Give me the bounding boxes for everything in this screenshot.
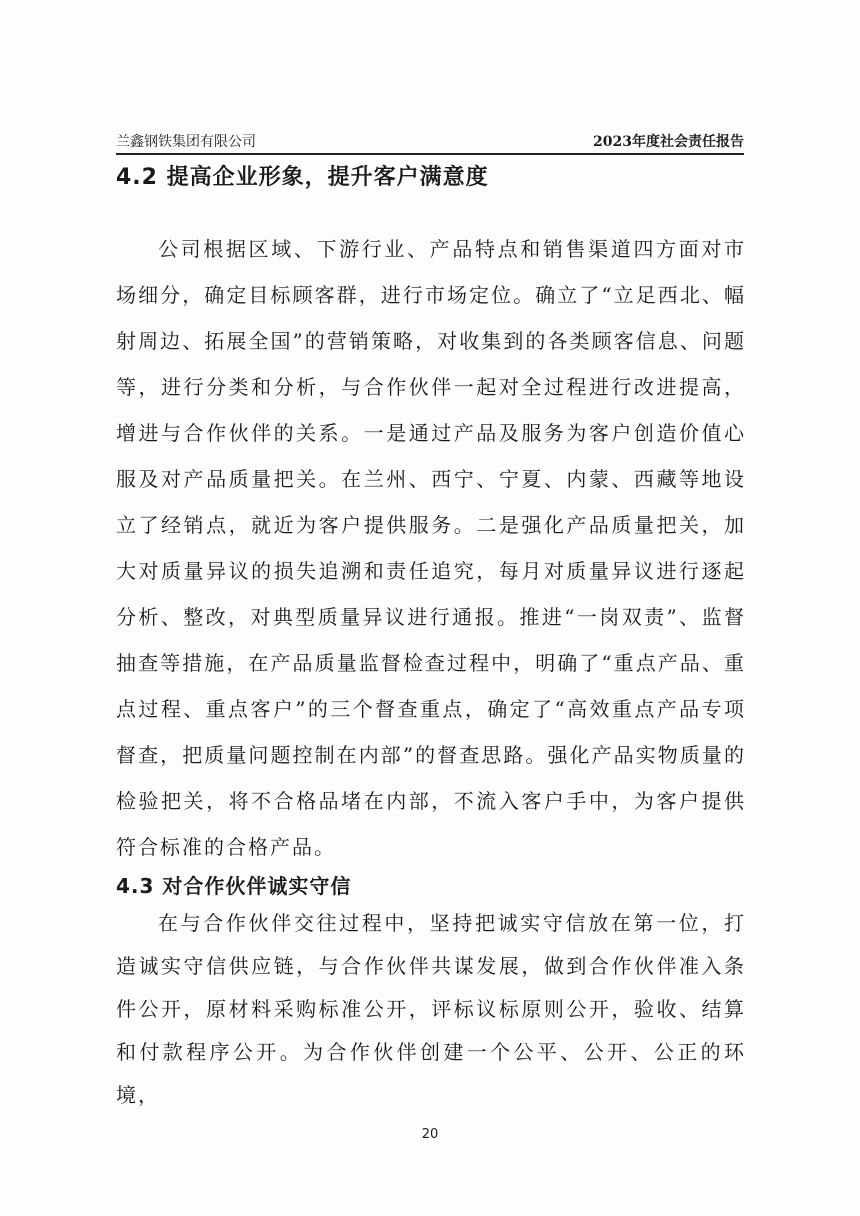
header-company-name: 兰鑫钢铁集团有限公司 — [116, 134, 256, 150]
page-number: 20 — [421, 1127, 439, 1142]
page-header — [116, 131, 744, 155]
section-heading-4-2: 4.2 提高企业形象，提升客户满意度 — [116, 165, 489, 190]
section-heading-4-3: 4.3 对合作伙伴诚实守信 — [116, 874, 352, 898]
section-4-2-paragraph: 公司根据区域、下游行业、产品特点和销售渠道四方面对市场细分，确定目标顾客群，进行市场定位。确立了“立足西北、幅射周边、拓展全国”的营销策略，对收集到的各类顾客信息、问题等，进行分类和分析，与合作伙伴一起对全过程进行改进提高，增进与合作伙伴的关系。一是通过产品及服务为客户创造价值心服及对产品质量把关。在兰州、西宁、宁夏、内蒙、西藏等地设立了经销点，就近为客户提供服务。二是强化产品质量把关，加大对质量异议的损失追溯和责任追究，每月对质量异议进行逐起分析、整改，对典型质量异议进行通报。推进“一岗双责”、监督抽查等措施，在产品质量监督检查过程中，明确了“重点产品、重点过程、重点客户”的三个督查重点，确定了“高效重点产品专项督查，把质量问题控制在内部”的督查思路。强化产品实物质量的检验把关，将不合格品堵在内部，不流入客户手中，为客户提供符合标准的合格产品。 — [116, 237, 746, 859]
section-4-3-paragraph: 在与合作伙伴交往过程中，坚持把诚实守信放在第一位，打造诚实守信供应链，与合作伙伴共谋发展，做到合作伙伴准入条件公开，原材料采购标准公开，评标议标原则公开，验收、结算和付款程序公开。为合作伙伴创建一个公平、公开、公正的环境， — [116, 911, 746, 1107]
header-report-title: 2023年度社会责任报告 — [593, 134, 744, 150]
